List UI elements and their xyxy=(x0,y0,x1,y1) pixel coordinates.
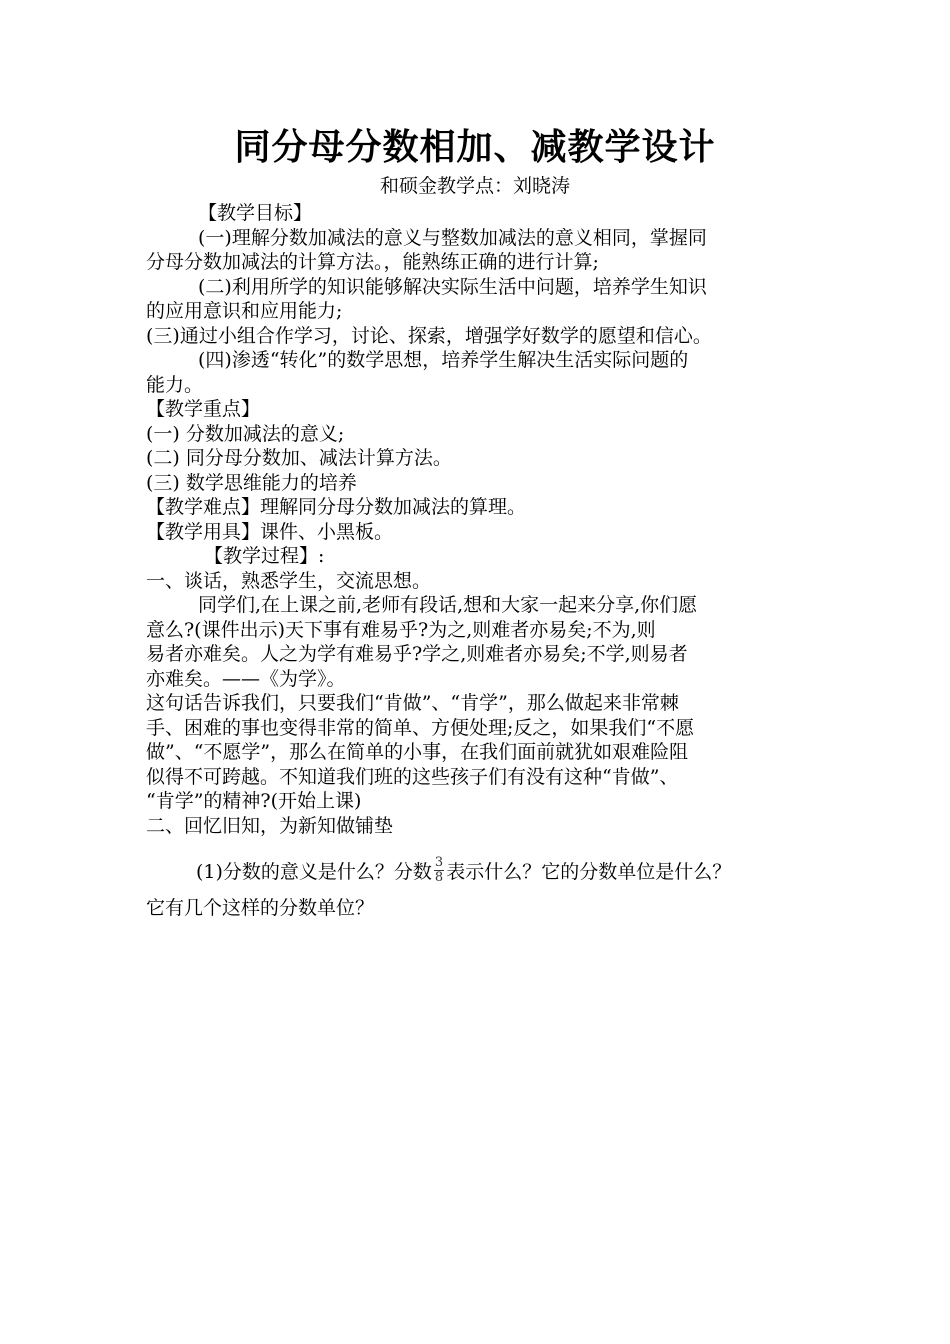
paragraph-line: 同学们,在上课之前,老师有段话,想和大家一起来分享,你们愿 xyxy=(198,594,698,616)
paragraph-line: (三)通过小组合作学习，讨论、探索，增强学好数学的愿望和信心。 xyxy=(146,324,712,347)
question-text-before: (1)分数的意义是什么？分数 xyxy=(196,860,432,883)
section-heading-objectives: 【教学目标】 xyxy=(198,202,313,224)
paragraph-line: 意么?(课件出示)天下事有难易乎?为之,则难者亦易矣;不为,则 xyxy=(146,618,656,641)
paragraph-line: “肯学”的精神?(开始上课) xyxy=(146,790,362,812)
fraction xyxy=(434,856,444,885)
paragraph-line: 这句话告诉我们，只要我们“肯做”、“肯学”，那么做起来非常棘 xyxy=(146,692,679,714)
paragraph-line: 能力。 xyxy=(146,373,204,396)
fraction-numerator: 3 xyxy=(434,854,444,870)
document-body xyxy=(146,201,808,838)
question-line xyxy=(146,848,836,892)
document-title: 同分母分数相加、减教学设计 xyxy=(234,127,716,168)
paragraph-line: 易者亦难矣。人之为学有难易乎?学之,则难者亦易矣;不学,则易者 xyxy=(146,643,688,665)
paragraph-line: (四)渗透“转化”的数学思想，培养学生解决生活实际问题的 xyxy=(198,349,689,371)
question-line-2: 它有几个这样的分数单位？ xyxy=(146,897,375,919)
paragraph-line: 分母分数加减法的计算方法。，能熟练正确的进行计算; xyxy=(146,251,599,273)
paragraph-line: (二)利用所学的知识能够解决实际生活中问题，培养学生知识 xyxy=(198,275,707,298)
section-heading-process: 【教学过程】: xyxy=(204,545,325,567)
paragraph-line: 手、困难的事也变得非常的简单、方便处理;反之，如果我们“不愿 xyxy=(146,716,695,739)
paragraph-line: 似得不可跨越。不知道我们班的这些孩子们有没有这种“肯做”、 xyxy=(146,765,679,788)
step-heading: 一、谈话，熟悉学生，交流思想。 xyxy=(146,569,432,592)
section-heading-difficulties: 【教学难点】理解同分母分数加减法的算理。 xyxy=(146,496,527,518)
fraction-denominator: 8 xyxy=(434,869,444,885)
paragraph-line: 的应用意识和应用能力; xyxy=(146,300,343,322)
list-item: (二) 同分母分数加、减法计算方法。 xyxy=(146,447,452,469)
paragraph-line: 做”、“不愿学”，那么在简单的小事，在我们面前就犹如艰难险阻 xyxy=(146,741,689,763)
step-heading: 二、回忆旧知，为新知做铺垫 xyxy=(146,814,394,837)
paragraph-line: (一)理解分数加减法的意义与整数加减法的意义相同，掌握同 xyxy=(198,226,707,249)
question-text-after: 表示什么？它的分数单位是什么？ xyxy=(446,860,732,883)
paragraph-line: 亦难矣。——《为学》。 xyxy=(146,667,346,690)
document-subtitle: 和硕金教学点：刘晓涛 xyxy=(379,175,570,197)
list-item: (三) 数学思维能力的培养 xyxy=(146,471,357,494)
section-heading-tools: 【教学用具】课件、小黑板。 xyxy=(146,520,394,543)
section-heading-key-points: 【教学重点】 xyxy=(146,398,261,420)
list-item: (一) 分数加减法的意义; xyxy=(146,422,345,445)
